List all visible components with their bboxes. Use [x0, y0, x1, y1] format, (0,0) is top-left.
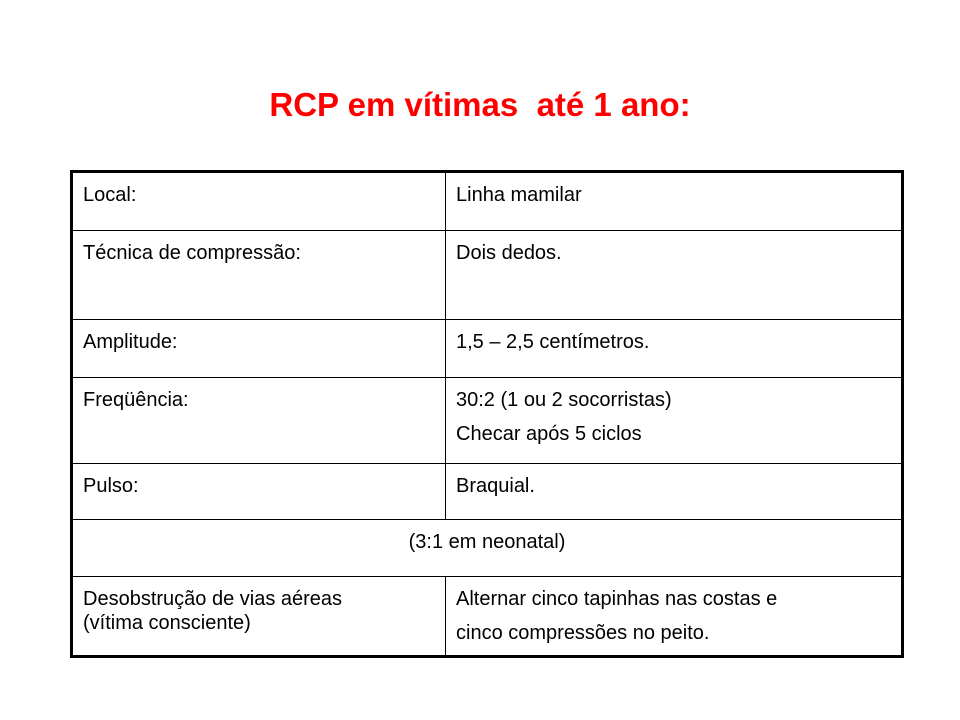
row-value-local [446, 172, 903, 231]
cell-text: Local: [83, 184, 137, 206]
row-label-pulse [72, 464, 446, 520]
row-value-frequency [446, 378, 903, 464]
row-value-airway [446, 577, 903, 657]
row-value-technique [446, 231, 903, 320]
cell-text: Braquial. [456, 475, 535, 497]
table-row [72, 172, 903, 231]
cell-text: (vítima consciente) [83, 612, 251, 634]
row-label-amplitude [72, 320, 446, 378]
table-row [72, 520, 903, 577]
table-row [72, 320, 903, 378]
cell-text: Alternar cinco tapinhas nas costas e [456, 588, 778, 610]
cell-text: Freqüência: [83, 389, 189, 411]
row-merged-neonatal [72, 520, 903, 577]
row-label-airway [72, 577, 446, 657]
row-label-local [72, 172, 446, 231]
row-value-amplitude [446, 320, 903, 378]
cell-text: cinco compressões no peito. [456, 622, 710, 644]
row-value-pulse [446, 464, 903, 520]
cell-text: 1,5 – 2,5 centímetros. [456, 331, 650, 353]
cell-text: Técnica de compressão: [83, 242, 301, 264]
table-row [72, 577, 903, 657]
table-row [72, 464, 903, 520]
cell-text: Desobstrução de vias aéreas [83, 588, 343, 610]
table-row [72, 231, 903, 320]
cell-text: (3:1 em neonatal) [408, 531, 566, 553]
slide-title: RCP em vítimas até 1 ano: [269, 86, 691, 123]
row-label-technique [72, 231, 446, 320]
row-label-frequency [72, 378, 446, 464]
cell-text: 30:2 (1 ou 2 socorristas) [456, 389, 672, 411]
cell-text: Checar após 5 ciclos [456, 423, 642, 445]
table-row [72, 378, 903, 464]
cell-text: Linha mamilar [456, 184, 582, 206]
cpr-info-table [70, 170, 904, 658]
cell-text: Dois dedos. [456, 242, 562, 264]
cell-text: Pulso: [83, 475, 139, 497]
cell-text: Amplitude: [83, 331, 178, 353]
